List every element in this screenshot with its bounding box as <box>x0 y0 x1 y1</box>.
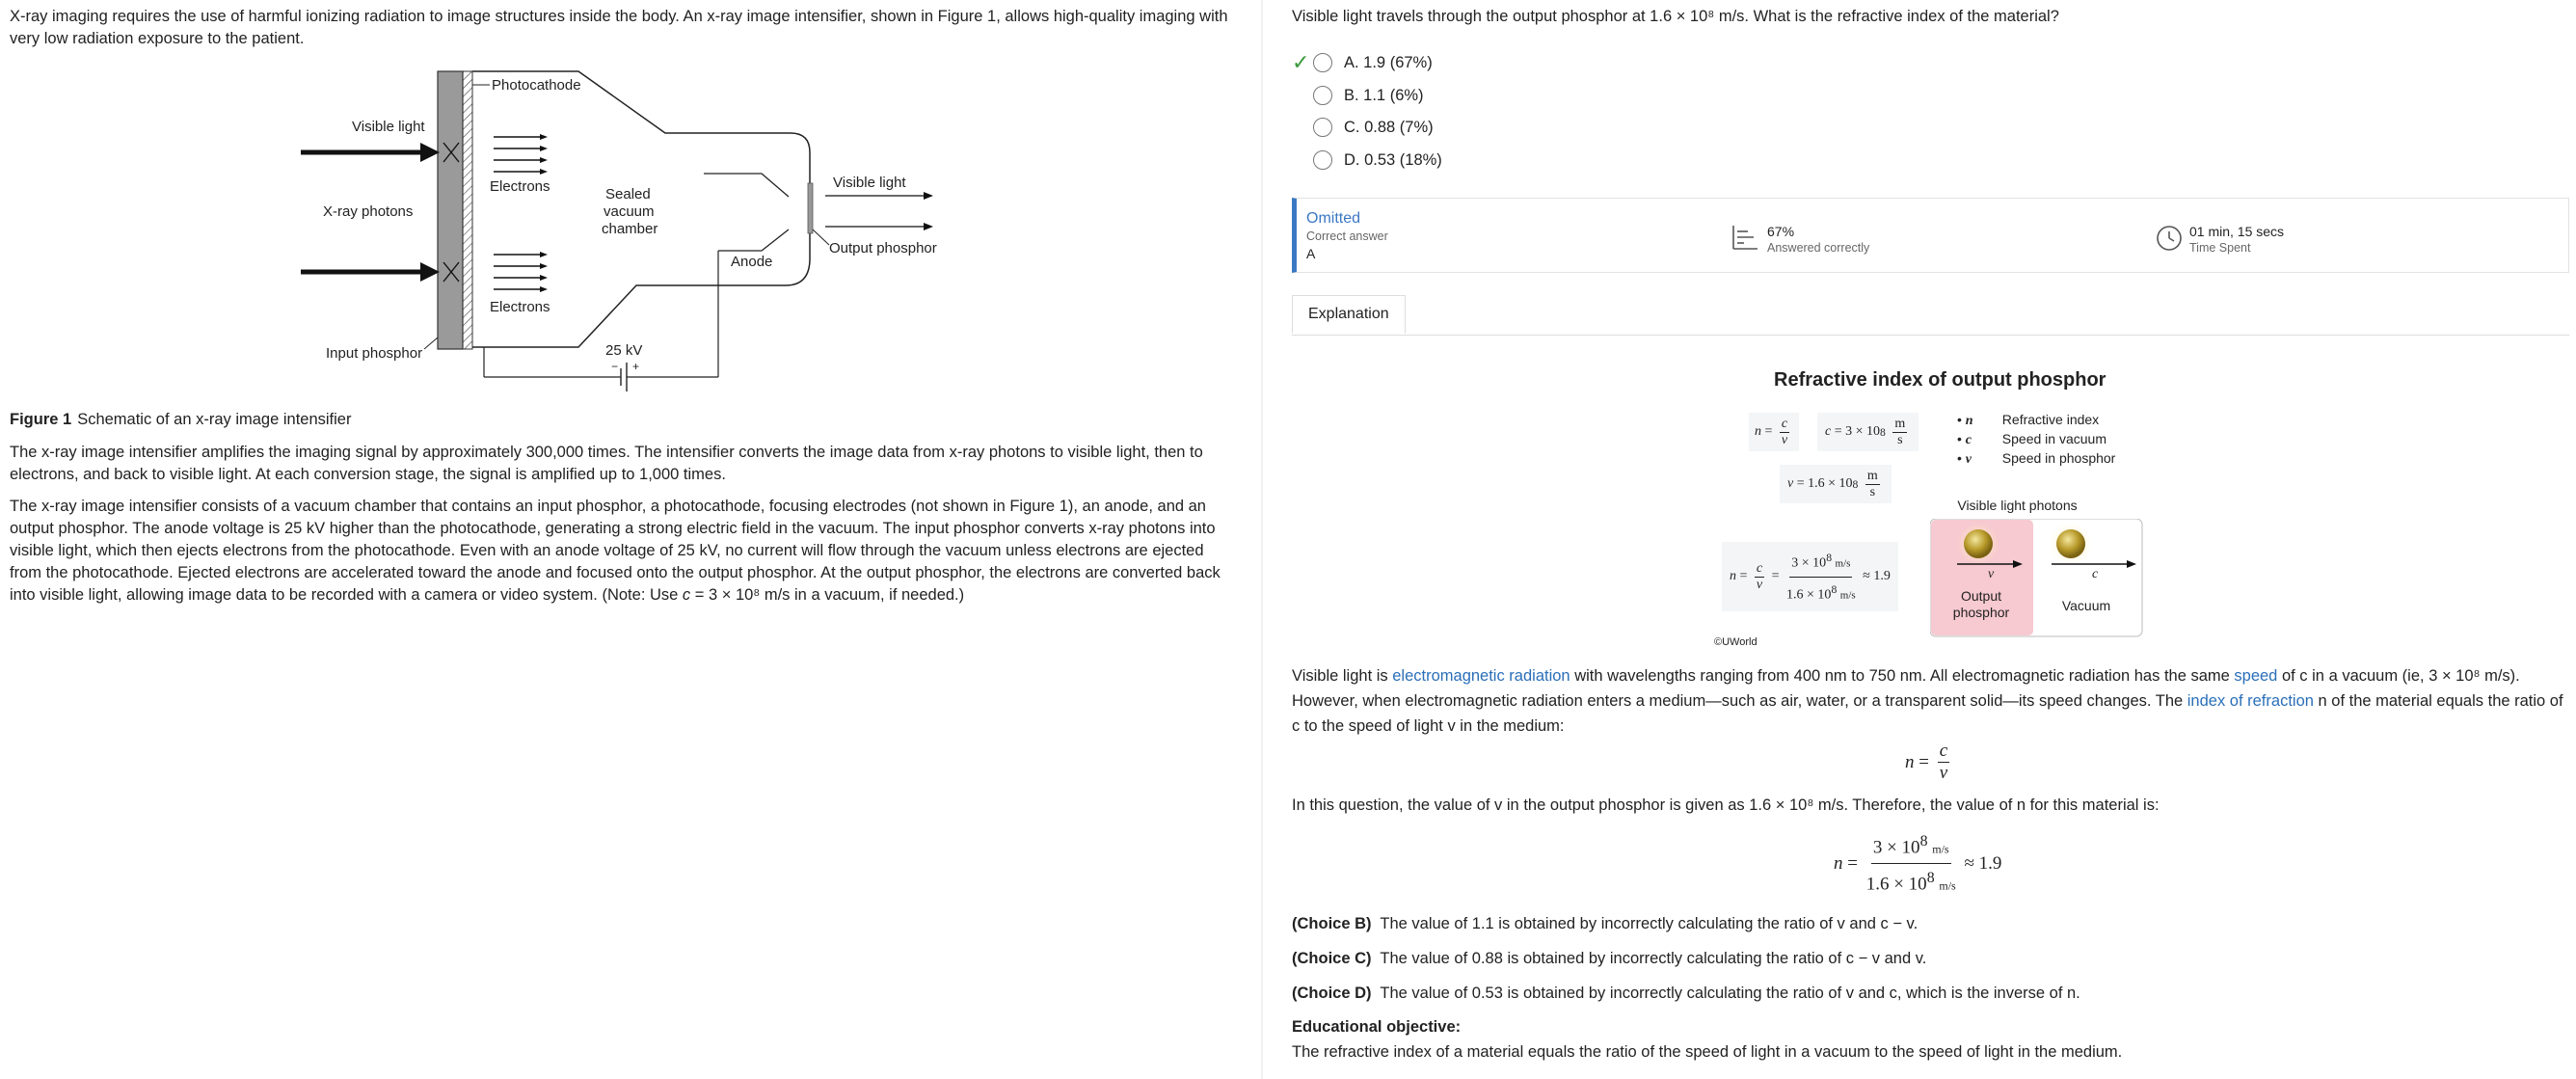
tab-explanation[interactable]: Explanation <box>1292 295 1406 334</box>
educational-objective-text: The refractive index of a material equals the ratio of the speed of light in a vacuum to the speed of light in the medium. <box>1292 1043 2123 1061</box>
link-index-of-refraction[interactable]: index of refraction <box>2187 692 2314 710</box>
question-stem-panel <box>0 0 1261 1079</box>
option-b[interactable] <box>1292 82 1424 109</box>
equation-n-ratio: n = $\frac{c}{v}$ <box>1905 741 1948 783</box>
figure-caption-label: Figure 1 <box>10 411 72 428</box>
time-spent-stat: 01 min, 15 secs Time Spent <box>2155 224 2284 255</box>
link-speed[interactable]: speed <box>2234 667 2278 685</box>
option-label: A. 1.9 (67%) <box>1344 53 1433 71</box>
correct-check-icon: ✓ <box>1292 50 1310 74</box>
label-visible-light-in: Visible light <box>352 119 425 135</box>
c-label: c <box>2092 567 2099 581</box>
option-c[interactable] <box>1292 114 1434 141</box>
photons-label: Visible light photons <box>1957 498 2078 513</box>
label-chamber: chamber <box>602 221 658 237</box>
label-output-phosphor: Output phosphor <box>829 240 937 256</box>
link-electromagnetic-radiation[interactable]: electromagnetic radiation <box>1392 667 1570 685</box>
radio-button[interactable] <box>1313 150 1332 170</box>
option-d[interactable] <box>1292 147 1442 174</box>
label-electrons-bottom: Electrons <box>490 299 550 315</box>
figure-caption-text: Schematic of an x-ray image intensifier <box>77 411 352 428</box>
bar-chart-icon <box>1731 224 1759 251</box>
x-ray-intensifier-figure <box>289 66 964 393</box>
intro-paragraph: X-ray imaging requires the use of harmful ionizing radiation to image structures inside the body. An x-ray image intensifier, shown in Figure 1, allows high-quality imaging with very low radiation exposure to the patient. <box>10 8 1228 47</box>
vacuum-label: Vacuum <box>2061 598 2111 613</box>
equation-n-calc: n = $\frac{3 \times 10^8 m/s}{1.6 \times 10^8 m/s}$ ≈ 1.9 <box>1834 827 2001 901</box>
option-label: D. 0.53 (18%) <box>1344 150 1442 169</box>
output-phosphor-label: Output phosphor <box>1952 588 2010 620</box>
formula-c-box: c = 3 × 10 8 $\frac{m}{s}$ <box>1817 413 1919 451</box>
v-label: v <box>1988 567 1995 581</box>
explanation-title: Refractive index of output phosphor <box>1774 369 2106 391</box>
choice-b-explanation: (Choice B) The value of 1.1 is obtained by incorrectly calculating the ratio of v and c − v. <box>1292 915 1919 932</box>
result-stats-bar <box>1292 198 2569 273</box>
choice-c-explanation: (Choice C) The value of 0.88 is obtained by incorrectly calculating the ratio of c − v and v. <box>1292 950 1927 967</box>
explanation-paragraph-1: Visible light is electromagnetic radiation with wavelengths ranging from 400 nm to 750 nm. All electromagnetic radiation has the same speed of c in a vacuum (ie, 3 × 10⁸ m/s). However, when electromagnetic radiation enters a medium—such as air, water, or a transparent solid—its speed changes. The index of refraction n of the material equals the ratio of c to the speed of light v in the medium: <box>1292 667 2563 735</box>
radio-button[interactable] <box>1313 86 1332 105</box>
option-a[interactable] <box>1292 49 1433 76</box>
label-electrons-top: Electrons <box>490 178 550 195</box>
label-anode: Anode <box>731 254 773 270</box>
figure-caption <box>10 411 351 429</box>
option-label: B. 1.1 (6%) <box>1344 86 1424 104</box>
radio-button[interactable] <box>1313 53 1332 72</box>
label-photocathode: Photocathode <box>492 77 581 94</box>
explanation-paragraph-2: In this question, the value of v in the output phosphor is given as 1.6 × 10⁸ m/s. Therefore, the value of n for this material is: <box>1292 796 2160 814</box>
uworld-credit: ©UWorld <box>1714 636 1758 648</box>
option-label: C. 0.88 (7%) <box>1344 118 1434 136</box>
label-voltage: 25 kV <box>605 342 643 359</box>
label-sealed: Sealed <box>605 186 651 202</box>
structure-paragraph: The x-ray image intensifier consists of a vacuum chamber that contains an input phosphor, a photocathode, focusing electrodes (not shown in Figure 1), an anode, and an output phosphor. The anode voltage is 25 kV higher than the photocathode, generating a strong electric field in the vacuum. The input phosphor converts x-ray photons into visible light, which then ejects electrons from the photocathode. Even with an anode voltage of 25 kV, no current will flow through the vacuum unless electrons are ejected from the photocathode. Ejected electrons are accelerated toward the anode and focused onto the output phosphor. At the output phosphor, the electrons are converted back into visible light, allowing image data to be recorded with a camera or video system. (Note: Use c = 3 × 10⁸ m/s in a vacuum, if needed.) <box>10 498 1221 604</box>
clock-icon <box>2155 224 2184 253</box>
choice-d-explanation: (Choice D) The value of 0.53 is obtained by incorrectly calculating the ratio of v and c, which is the inverse of n. <box>1292 985 2080 1002</box>
label-vacuum: vacuum <box>604 203 655 220</box>
variable-legend: • n Refractive index • c Speed in vacuum • v Speed in phosphor <box>1957 412 2116 467</box>
formula-calculation-box: n = $\frac{c}{v}$ = $\frac{3 \times 10^8 m/s}{1.6 \times 10^8 m/s}$ ≈ 1.9 <box>1722 542 1898 611</box>
question-text: Visible light travels through the output phosphor at 1.6 × 10⁸ m/s. What is the refractive index of the material? <box>1292 8 2059 25</box>
educational-objective-label: Educational objective: <box>1292 1018 1462 1036</box>
label-plus: + <box>632 360 640 373</box>
amplification-paragraph: The x-ray image intensifier amplifies the imaging signal by approximately 300,000 times. The intensifier converts the image data from x-ray photons to visible light, then to electrons, and back to visible light. At each conversion stage, the signal is amplified up to 1,000 times. <box>10 444 1203 483</box>
formula-n-box: n = $\frac{c}{v}$ <box>1749 413 1799 451</box>
percent-correct-stat: 67% Answered correctly <box>1731 224 1869 255</box>
answer-explanation-panel <box>1292 0 2564 1079</box>
label-xray-photons: X-ray photons <box>323 203 414 220</box>
label-visible-light-out: Visible light <box>833 175 906 191</box>
panel-divider <box>1261 0 1263 1079</box>
label-minus: − <box>611 360 619 373</box>
omitted-status: Omitted Correct answer A <box>1306 210 1388 261</box>
radio-button[interactable] <box>1313 118 1332 137</box>
formula-v-box: v = 1.6 × 10 8 $\frac{m}{s}$ <box>1780 465 1892 503</box>
label-input-phosphor: Input phosphor <box>326 345 423 362</box>
